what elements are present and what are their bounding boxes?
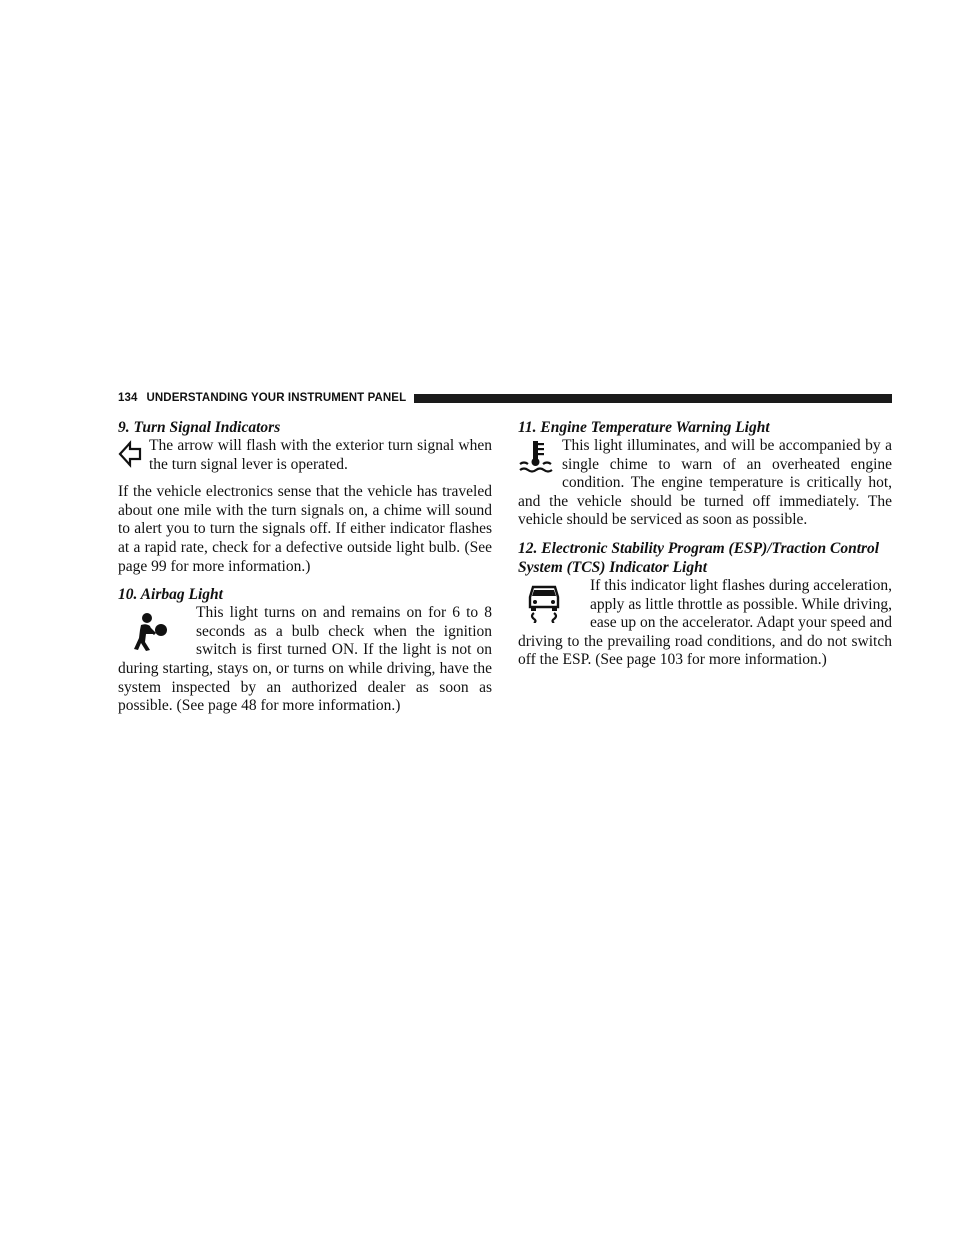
esp-skidding-car-icon <box>524 583 564 623</box>
heading-esp: 12. Electronic Stability Program (ESP)/Traction Control System (TCS) Indicator Light <box>518 539 880 576</box>
section-title: UNDERSTANDING YOUR INSTRUMENT PANEL <box>146 392 407 404</box>
airbag-body-text: This light turns on and remains on for 6 to 8 seconds as a bulb check when the ignition switch is first turned ON. If the light is not on during starting, stays on, or turns on while driving, have the system inspected by an authorized dealer as soon as possible. (See page 48 for more information.) <box>118 604 492 715</box>
section-esp <box>518 539 892 670</box>
page-header <box>118 390 892 406</box>
section-engine-temperature <box>518 418 892 530</box>
left-column <box>118 418 492 716</box>
section-airbag <box>118 585 492 716</box>
airbag-person-icon <box>130 612 168 652</box>
header-rule <box>414 394 892 403</box>
right-column <box>518 418 892 670</box>
turn-signal-intro-text: The arrow will flash with the exterior turn signal when the turn signal lever is operated. <box>149 437 492 473</box>
turn-signal-arrow-icon <box>118 439 142 469</box>
esp-body-text: If this indicator light flashes during acceleration, apply as little throttle as possible. While driving, ease up on the accelerator. Adapt your speed and driving to the prevailing road conditions, and do not switch off the ESP. (See page 103 for more information.) <box>518 576 892 669</box>
engine-temperature-icon <box>518 439 554 475</box>
heading-airbag: 10. Airbag Light <box>118 586 223 604</box>
turn-signal-intro-block <box>118 437 492 474</box>
turn-signal-body-text: If the vehicle electronics sense that the vehicle has traveled about one mile with the turn signals on, a chime will sound to alert you to turn the signals off. If either indicator flashes at a rapid rate, check for a defective outside light bulb. (See page 99 for more information.) <box>118 483 492 575</box>
section-turn-signal <box>118 418 492 576</box>
heading-turn-signal: 9. Turn Signal Indicators <box>118 419 281 436</box>
page-number: 134 <box>118 392 138 404</box>
heading-engine-temperature: 11. Engine Temperature Warning Light <box>518 419 770 436</box>
engine-temperature-body-text: This light illuminates, and will be accompanied by a single chime to warn of an overheated engine condition. The engine temperature is critically hot, and the vehicle should be turned off immediately. The vehicle should be serviced as soon as possible. <box>518 437 892 529</box>
